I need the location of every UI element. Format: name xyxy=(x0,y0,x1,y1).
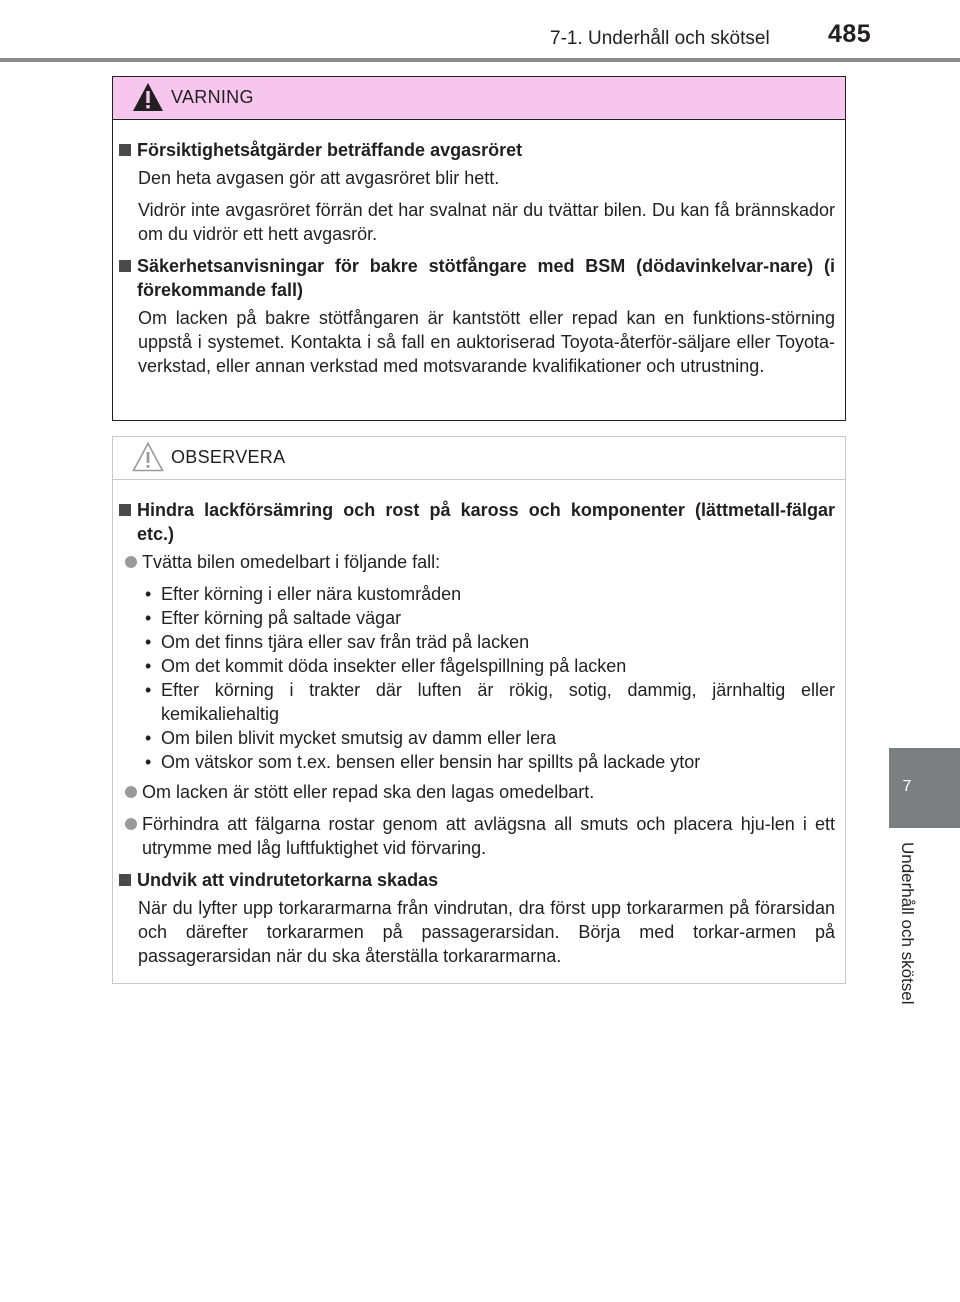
list-item xyxy=(145,750,835,774)
warning-body xyxy=(113,120,845,378)
chapter-tab xyxy=(889,748,960,828)
circle-bullet-icon xyxy=(125,556,137,568)
list-item-text: Om vätskor som t.ex. bensen eller bensin har spillts på lackade ytor xyxy=(161,752,701,772)
list-item xyxy=(145,654,835,678)
caution-title: OBSERVERA xyxy=(171,447,286,467)
square-bullet-icon xyxy=(119,874,131,886)
caution-point-text: Om lacken är stött eller repad ska den lagas omedelbart. xyxy=(142,782,595,802)
warning-paragraph: Den heta avgasen gör att avgasröret blir hett. xyxy=(138,168,500,188)
list-item xyxy=(145,678,835,726)
caution-section-heading xyxy=(119,498,835,546)
square-bullet-icon xyxy=(119,504,131,516)
caution-point-text: Tvätta bilen omedelbart i följande fall: xyxy=(142,552,441,572)
circle-bullet-icon xyxy=(125,818,137,830)
list-item-text: Om bilen blivit mycket smutsig av damm eller lera xyxy=(161,728,557,748)
page-number: 485 xyxy=(828,20,872,48)
caution-section-heading xyxy=(119,868,835,892)
list-item-text: Om det kommit döda insekter eller fågelspillning på lacken xyxy=(161,656,627,676)
warning-section-heading xyxy=(119,138,835,162)
list-item-text: Efter körning i eller nära kustområden xyxy=(161,584,462,604)
caution-box xyxy=(112,436,846,984)
list-item-text: Om det finns tjära eller sav från träd på lacken xyxy=(161,632,530,652)
caution-point xyxy=(125,780,835,804)
list-item xyxy=(145,582,835,606)
bullet-marker: • xyxy=(145,632,152,652)
caution-triangle-icon xyxy=(131,441,165,473)
warning-triangle-icon xyxy=(131,81,165,113)
list-item-text: Efter körning på saltade vägar xyxy=(161,608,402,628)
warning-section-heading xyxy=(119,254,835,302)
bullet-marker: • xyxy=(145,656,152,676)
warning-title: VARNING xyxy=(171,87,254,107)
caution-heading-2: Undvik att vindrutetorkarna skadas xyxy=(137,870,439,890)
chapter-number: 7 xyxy=(902,778,912,795)
circle-bullet-icon xyxy=(125,786,137,798)
caution-point xyxy=(125,812,835,860)
bullet-marker: • xyxy=(145,608,152,628)
list-item xyxy=(145,726,835,750)
warning-heading-1: Försiktighetsåtgärder beträffande avgasröret xyxy=(137,140,523,160)
list-item xyxy=(145,630,835,654)
bullet-marker: • xyxy=(145,584,152,604)
bullet-marker: • xyxy=(145,728,152,748)
caution-bullet-list xyxy=(145,582,835,774)
warning-paragraph: Om lacken på bakre stötfångaren är kantstött eller repad kan en funktions-störning uppstå i systemet. Kontakta i så fall en auktoriserad Toyota-återför-säljare eller Toyota-verkstad, eller annan verkstad med motsvarande kvalifikationer och utrustning. xyxy=(138,308,835,376)
caution-body xyxy=(113,480,845,968)
square-bullet-icon xyxy=(119,260,131,272)
warning-paragraph: Vidrör inte avgasröret förrän det har svalnat när du tvättar bilen. Du kan få brännskador om du vidrör ett hett avgasrör. xyxy=(138,200,835,244)
chapter-label: Underhåll och skötsel xyxy=(898,842,917,1005)
caution-point xyxy=(125,550,835,574)
warning-heading-2: Säkerhetsanvisningar för bakre stötfångare med BSM (dödavinkelvar-nare) (i förekommande fall) xyxy=(137,256,835,300)
list-item xyxy=(145,606,835,630)
bullet-marker: • xyxy=(145,680,152,700)
caution-heading-1: Hindra lackförsämring och rost på kaross och komponenter (lättmetall-fälgar etc.) xyxy=(137,500,835,544)
bullet-marker: • xyxy=(145,752,152,772)
square-bullet-icon xyxy=(119,144,131,156)
header-section-title: 7-1. Underhåll och skötsel xyxy=(550,28,770,49)
warning-box xyxy=(112,76,846,421)
caution-paragraph: När du lyfter upp torkararmarna från vindrutan, dra först upp torkararmen på förarsidan och därefter torkararmen på passagerarsidan. Börja med torkar-armen på passagerarsidan när du ska återställa torkararmarna. xyxy=(138,898,835,966)
list-item-text: Efter körning i trakter där luften är rökig, sotig, dammig, järnhaltig eller kemikaliehaltig xyxy=(161,680,835,724)
header-rule xyxy=(0,58,960,62)
caution-box-header xyxy=(113,437,845,480)
warning-box-header xyxy=(113,77,845,120)
caution-point-text: Förhindra att fälgarna rostar genom att avlägsna all smuts och placera hju-len i ett utrymme med låg luftfuktighet vid förvaring. xyxy=(142,814,835,858)
